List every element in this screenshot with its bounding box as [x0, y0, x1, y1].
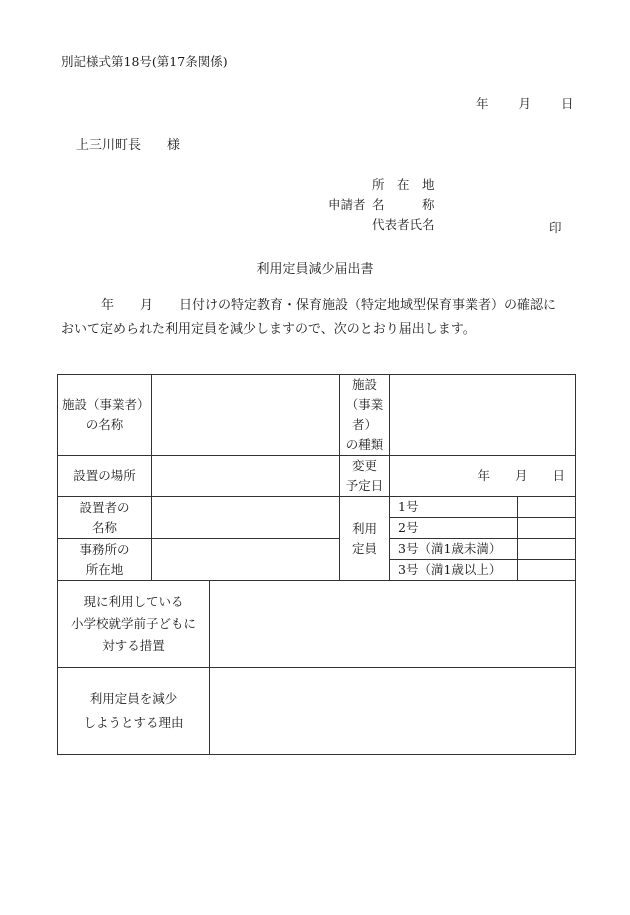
date-year-label: 年 — [476, 96, 489, 111]
facility-name-header: 施設（事業者） の名称 — [58, 375, 152, 456]
capacity-no3b-field[interactable] — [518, 560, 576, 581]
capacity-no3b-label: 3号（満1歳以上） — [390, 560, 518, 581]
facility-name-field[interactable] — [152, 375, 340, 456]
capacity-no1-field[interactable] — [518, 497, 576, 518]
capacity-no3a-field[interactable] — [518, 539, 576, 560]
date-day-label: 日 — [561, 96, 574, 111]
change-date-field[interactable]: 年 月 日 — [390, 456, 576, 497]
date-month-label: 月 — [518, 96, 532, 111]
location-header: 設置の場所 — [58, 456, 152, 497]
body-line-2: おいて定められた利用定員を減少しますので、次のとおり届出します。 — [61, 322, 476, 337]
applicant-name-label: 名 称 — [372, 197, 435, 212]
measures-field[interactable] — [210, 581, 576, 668]
capacity-no3a-label: 3号（満1歳未満） — [390, 539, 518, 560]
measures-header: 現に利用している 小学校就学前子どもに 対する措置 — [58, 581, 210, 668]
reason-field[interactable] — [210, 668, 576, 755]
applicant-address-label: 所 在 地 — [372, 177, 435, 192]
document-title: 利用定員減少届出書 — [256, 262, 374, 277]
form-number-label: 別記様式第18号(第17条関係) — [61, 54, 228, 69]
facility-type-field[interactable] — [390, 375, 576, 456]
notification-table — [57, 374, 576, 755]
facility-type-header: 施設（事業者） の種類 — [340, 375, 390, 456]
capacity-no1-label: 1号 — [390, 497, 518, 518]
founder-name-header: 設置者の 名称 — [58, 497, 152, 539]
office-address-field[interactable] — [152, 539, 340, 581]
location-field[interactable] — [152, 456, 340, 497]
seal-mark: 印 — [549, 220, 562, 235]
body-paragraph — [61, 294, 556, 342]
reason-header: 利用定員を減少 しようとする理由 — [58, 668, 210, 755]
capacity-header: 利用 定員 — [340, 497, 390, 581]
body-line-1: 年 月 日付けの特定教育・保育施設（特定地域型保育事業者）の確認に — [101, 298, 557, 313]
applicant-label: 申請者 — [328, 197, 366, 212]
capacity-no2-field[interactable] — [518, 518, 576, 539]
capacity-no2-label: 2号 — [390, 518, 518, 539]
founder-name-field[interactable] — [152, 497, 340, 539]
submission-date — [476, 94, 574, 112]
change-date-header: 変更 予定日 — [340, 456, 390, 497]
representative-name-label: 代表者氏名 — [372, 217, 435, 232]
office-address-header: 事務所の 所在地 — [58, 539, 152, 581]
addressee: 上三川町長 様 — [76, 138, 181, 153]
